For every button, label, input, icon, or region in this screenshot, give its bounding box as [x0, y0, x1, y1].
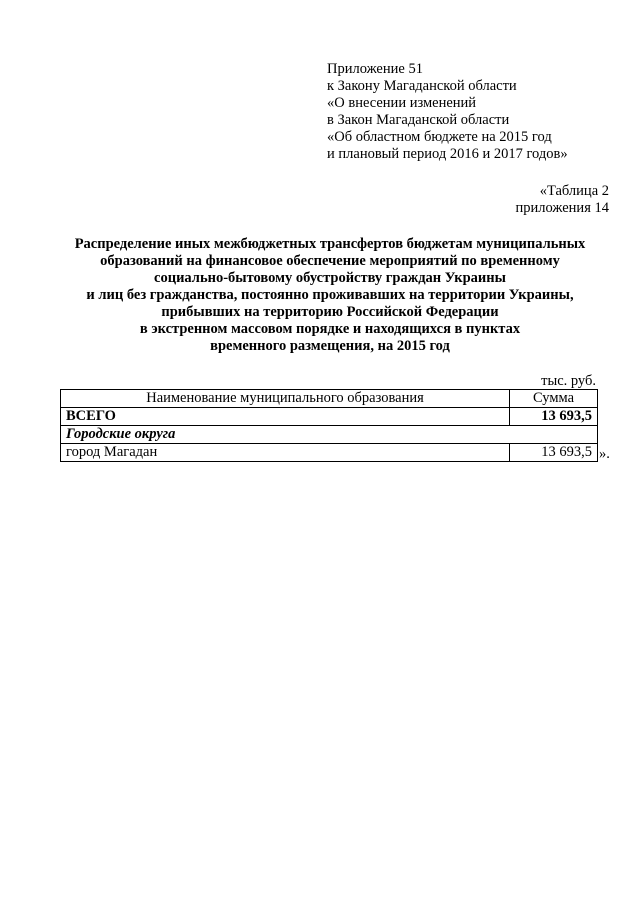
appendix-header-line: «Об областном бюджете на 2015 год	[327, 129, 552, 145]
appendix-header	[327, 61, 627, 163]
title-line: Распределение иных межбюджетных трансфертов бюджетам муниципальных	[74, 236, 586, 252]
municipality-sum: 13 693,5	[510, 444, 598, 462]
total-label: ВСЕГО	[61, 408, 510, 426]
closing-quote: ».	[599, 446, 610, 462]
title-line: прибывших на территорию Российской Федерации	[161, 304, 499, 320]
table-reference-line: приложения 14	[515, 200, 609, 216]
appendix-header-line: и плановый период 2016 и 2017 годов»	[327, 146, 568, 162]
distribution-table	[60, 389, 598, 462]
appendix-header-line: к Закону Магаданской области	[327, 78, 517, 94]
table-header-row	[61, 390, 598, 408]
group-label: Городские округа	[61, 426, 598, 444]
column-header-name: Наименование муниципального образования	[61, 390, 510, 408]
appendix-header-line: Приложение 51	[327, 61, 423, 77]
appendix-header-line: в Закон Магаданской области	[327, 112, 510, 128]
total-row	[61, 408, 598, 426]
column-header-sum: Сумма	[510, 390, 598, 408]
title-line: образований на финансовое обеспечение мероприятий по временному	[100, 253, 560, 269]
group-row	[61, 426, 598, 444]
title-line: временного размещения, на 2015 год	[210, 338, 450, 354]
title-line: социально-бытовому обустройству граждан Украины	[154, 270, 506, 286]
title-line: и лиц без гражданства, постоянно проживавших на территории Украины,	[86, 287, 574, 303]
municipality-name: город Магадан	[61, 444, 510, 462]
appendix-header-line: «О внесении изменений	[327, 95, 477, 111]
table-row	[61, 444, 598, 462]
title-line: в экстренном массовом порядке и находящихся в пунктах	[139, 321, 521, 337]
document-title	[40, 236, 620, 355]
total-sum: 13 693,5	[510, 408, 598, 426]
table-reference	[516, 183, 609, 217]
table-reference-line: «Таблица 2	[539, 183, 609, 199]
units-label: тыс. руб.	[541, 373, 596, 389]
